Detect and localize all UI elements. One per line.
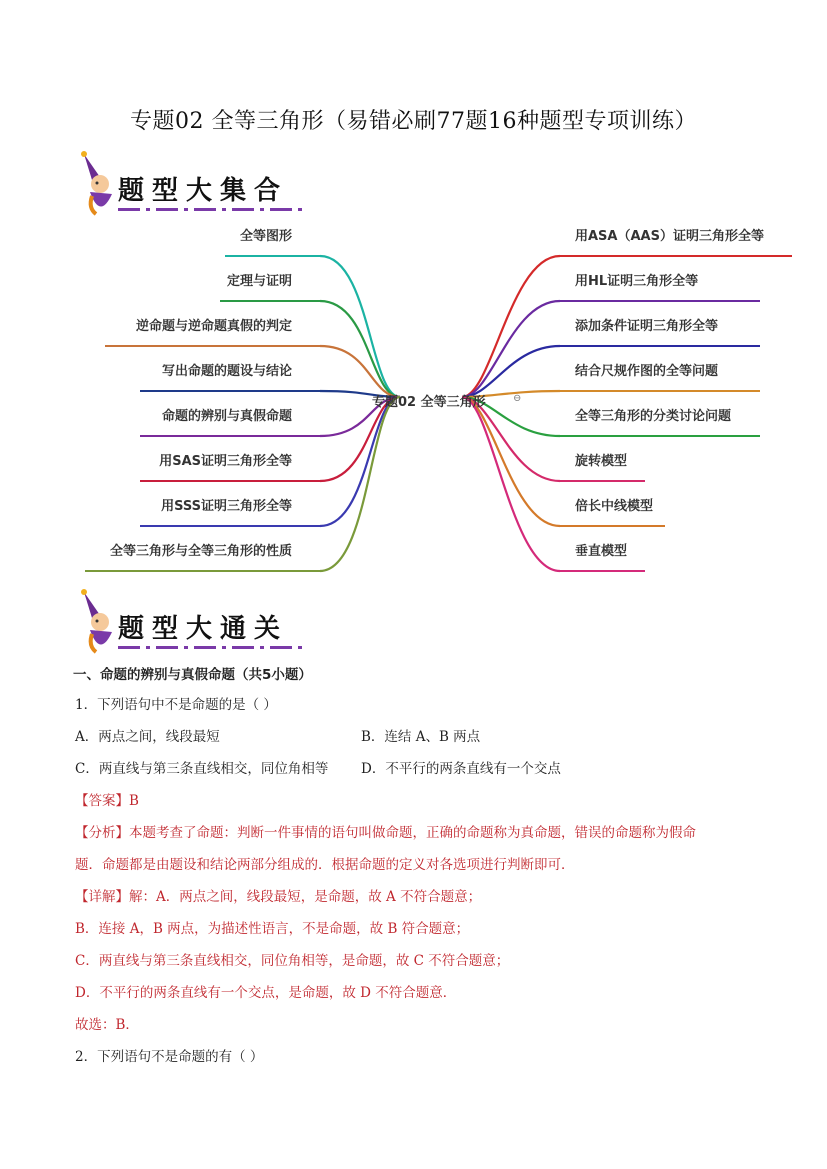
branch-curve	[462, 397, 560, 571]
detail-line-2: B．连接 A，B 两点，为描述性语言，不是命题，故 B 符合题意；	[75, 921, 470, 937]
banner-title: 题型大通关	[118, 614, 289, 644]
option-a: A．两点之间，线段最短	[75, 729, 220, 745]
detail-line-1: 【详解】解：A．两点之间，线段最短，是命题，故 A 不符合题意；	[75, 889, 482, 905]
mind-map-node-left: 全等图形	[239, 229, 292, 244]
analysis-line-1: 【分析】本题考查了命题：判断一件事情的语句叫做命题，正确的命题称为真命题，错误的命题称为假命	[75, 825, 696, 841]
mind-map-node-left: 定理与证明	[226, 274, 292, 289]
mind-map-node-left: 逆命题与逆命题真假的判定	[135, 319, 292, 334]
mind-map-node-right: 结合尺规作图的全等问题	[575, 364, 719, 379]
mind-map-node-left: 用SSS证明三角形全等	[161, 499, 292, 514]
mind-map	[0, 225, 827, 585]
banner-divider	[118, 646, 308, 649]
branch-curve	[320, 256, 400, 397]
question-1-options-ab	[75, 725, 775, 745]
mind-map-node-left: 写出命题的题设与结论	[161, 364, 292, 379]
banner-question-practice	[78, 588, 308, 658]
branch-curve	[320, 301, 400, 397]
option-b: B．连结 A、B 两点	[361, 729, 481, 745]
mind-map-node-right: 垂直模型	[575, 544, 628, 559]
section-heading: 一、命题的辨别与真假命题（共5小题）	[73, 667, 312, 683]
mind-map-node-right: 用ASA（AAS）证明三角形全等	[575, 229, 764, 244]
branch-curve	[320, 397, 400, 526]
collapse-icon[interactable]: ⊖	[513, 393, 522, 404]
mind-map-node-left: 全等三角形与全等三角形的性质	[109, 544, 292, 559]
mind-map-node-right: 倍长中线模型	[575, 499, 654, 514]
detail-line-3: C．两直线与第三条直线相交，同位角相等，是命题，故 C 不符合题意；	[75, 953, 510, 969]
analysis-line-2: 题．命题都是由题设和结论两部分组成的．根据命题的定义对各选项进行判断即可．	[75, 857, 575, 873]
mind-map-node-left: 用SAS证明三角形全等	[159, 454, 292, 469]
banner-divider	[118, 208, 308, 211]
detail-line-4: D．不平行的两条直线有一个交点，是命题，故 D 不符合题意．	[75, 985, 457, 1001]
option-d: D．不平行的两条直线有一个交点	[361, 761, 561, 777]
mind-map-node-right: 旋转模型	[575, 454, 628, 469]
question-1-stem: 1．下列语句中不是命题的是（ ）	[75, 697, 277, 713]
option-c: C．两直线与第三条直线相交，同位角相等	[75, 761, 329, 777]
mind-map-node-left: 命题的辨别与真假命题	[161, 409, 292, 424]
question-2-stem: 2．下列语句不是命题的有（ ）	[75, 1049, 264, 1065]
question-1-options-cd	[75, 757, 775, 777]
banner-question-types	[78, 150, 308, 220]
banner-title: 题型大集合	[118, 176, 289, 206]
mind-map-node-right: 添加条件证明三角形全等	[575, 319, 719, 334]
mind-map-center: 专题02 全等三角形	[372, 395, 486, 410]
branch-curve	[462, 256, 560, 397]
choice-line: 故选：B．	[75, 1017, 139, 1033]
branch-curve	[462, 301, 560, 397]
document-title: 专题02 全等三角形（易错必刷77题16种题型专项训练）	[130, 109, 697, 134]
mind-map-node-right: 全等三角形的分类讨论问题	[575, 409, 732, 424]
mind-map-node-right: 用HL证明三角形全等	[575, 274, 699, 289]
answer-line: 【答案】B	[75, 793, 139, 809]
